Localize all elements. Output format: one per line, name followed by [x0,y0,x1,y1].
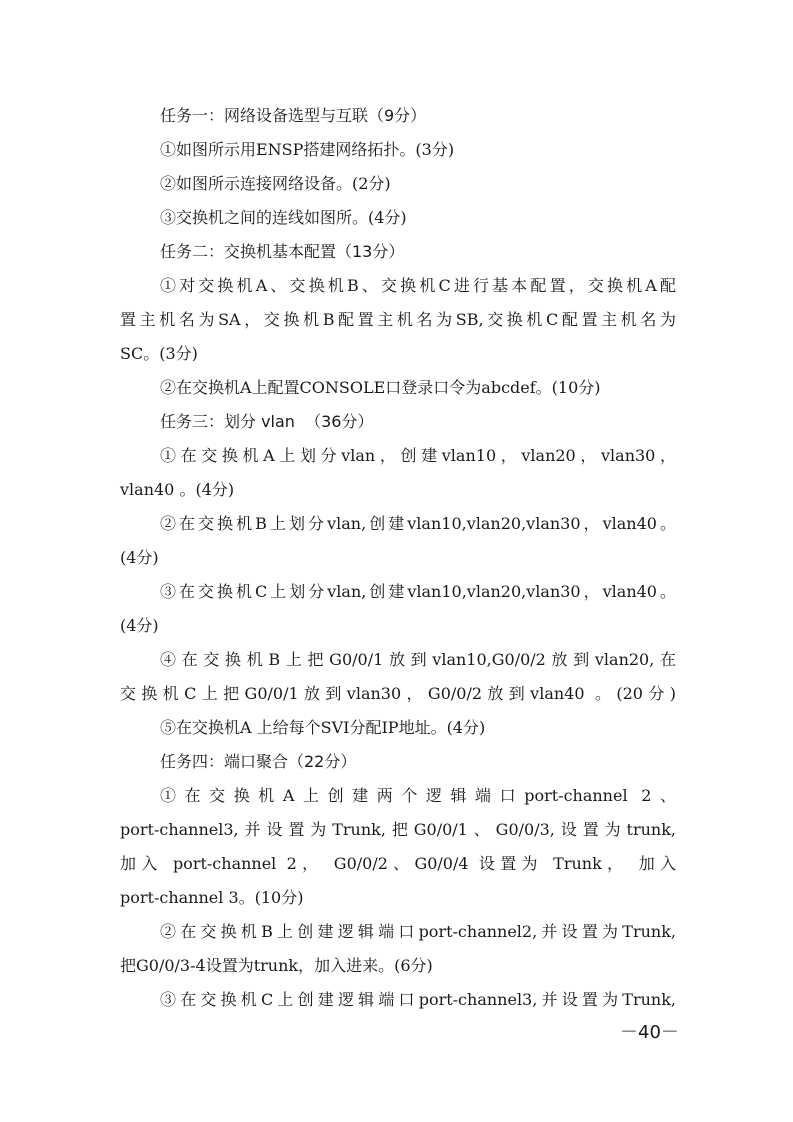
task4-item1-line4: port-channel 3。(10分) [120,888,304,907]
task4-item3-line1: ③在交换机C上创建逻辑端口port-channel3,并设置为Trunk, [160,990,676,1009]
task3-item3-line1: ③在交换机C上划分vlan,创建vlan10,vlan20,vlan30，vlan40。 [160,582,676,601]
page-number: －40－ [620,1022,679,1043]
task4-item1-line1: ①在交换机A上创建两个逻辑端口port-channel 2、 [160,786,676,805]
task3-item4-line2: 交换机C上把G0/0/1放到vlan30，G0/0/2放到vlan40 。(20分) [120,684,676,703]
task2-item1-line2: 置主机名为SA，交换机B配置主机名为SB,交换机C配置主机名为 [120,310,676,329]
task2-item1-line1: ①对交换机A、交换机B、交换机C进行基本配置，交换机A配 [160,276,676,295]
task2-heading: 任务二：交换机基本配置（13分） [160,242,405,261]
task3-item2-line2: (4分) [120,548,159,567]
task3-item4-line1: ④在交换机B上把G0/0/1放到vlan10,G0/0/2放到vlan20,在 [160,650,676,669]
task3-item5: ⑤在交换机A 上给每个SVI分配IP地址。(4分) [160,718,486,737]
task4-item2-line1: ②在交换机B上创建逻辑端口port-channel2,并设置为Trunk, [160,922,676,941]
task4-item2-line2: 把G0/0/3-4设置为trunk，加入进来。(6分) [120,956,433,975]
task1-heading: 任务一：网络设备选型与互联（9分） [160,106,427,125]
task3-item1-line1: ①在交换机A上划分vlan，创建vlan10，vlan20，vlan30， [160,446,676,465]
task1-item2: ②如图所示连接网络设备。(2分) [160,174,391,193]
task4-item1-line2: port-channel3,并设置为Trunk,把G0/0/1、G0/0/3,设置为trunk, [120,820,676,839]
task3-item1-line2: vlan40 。(4分) [120,480,235,499]
task3-item2-line1: ②在交换机B上划分vlan,创建vlan10,vlan20,vlan30，vlan40。 [160,514,676,533]
task1-item1: ①如图所示用ENSP搭建网络拓扑。(3分) [160,140,455,159]
task3-heading: 任务三：划分 vlan （36分） [160,412,374,431]
task2-item2: ②在交换机A上配置CONSOLE口登录口令为abcdef。(10分) [160,378,601,397]
task2-item1-line3: SC。(3分) [120,344,198,363]
task4-item1-line3: 加入 port-channel 2， G0/0/2、G0/0/4 设置为 Trunk， 加入 [120,854,676,873]
task3-item3-line2: (4分) [120,616,159,635]
task4-heading: 任务四：端口聚合（22分） [160,752,357,771]
task1-item3: ③交换机之间的连线如图所。(4分) [160,208,407,227]
